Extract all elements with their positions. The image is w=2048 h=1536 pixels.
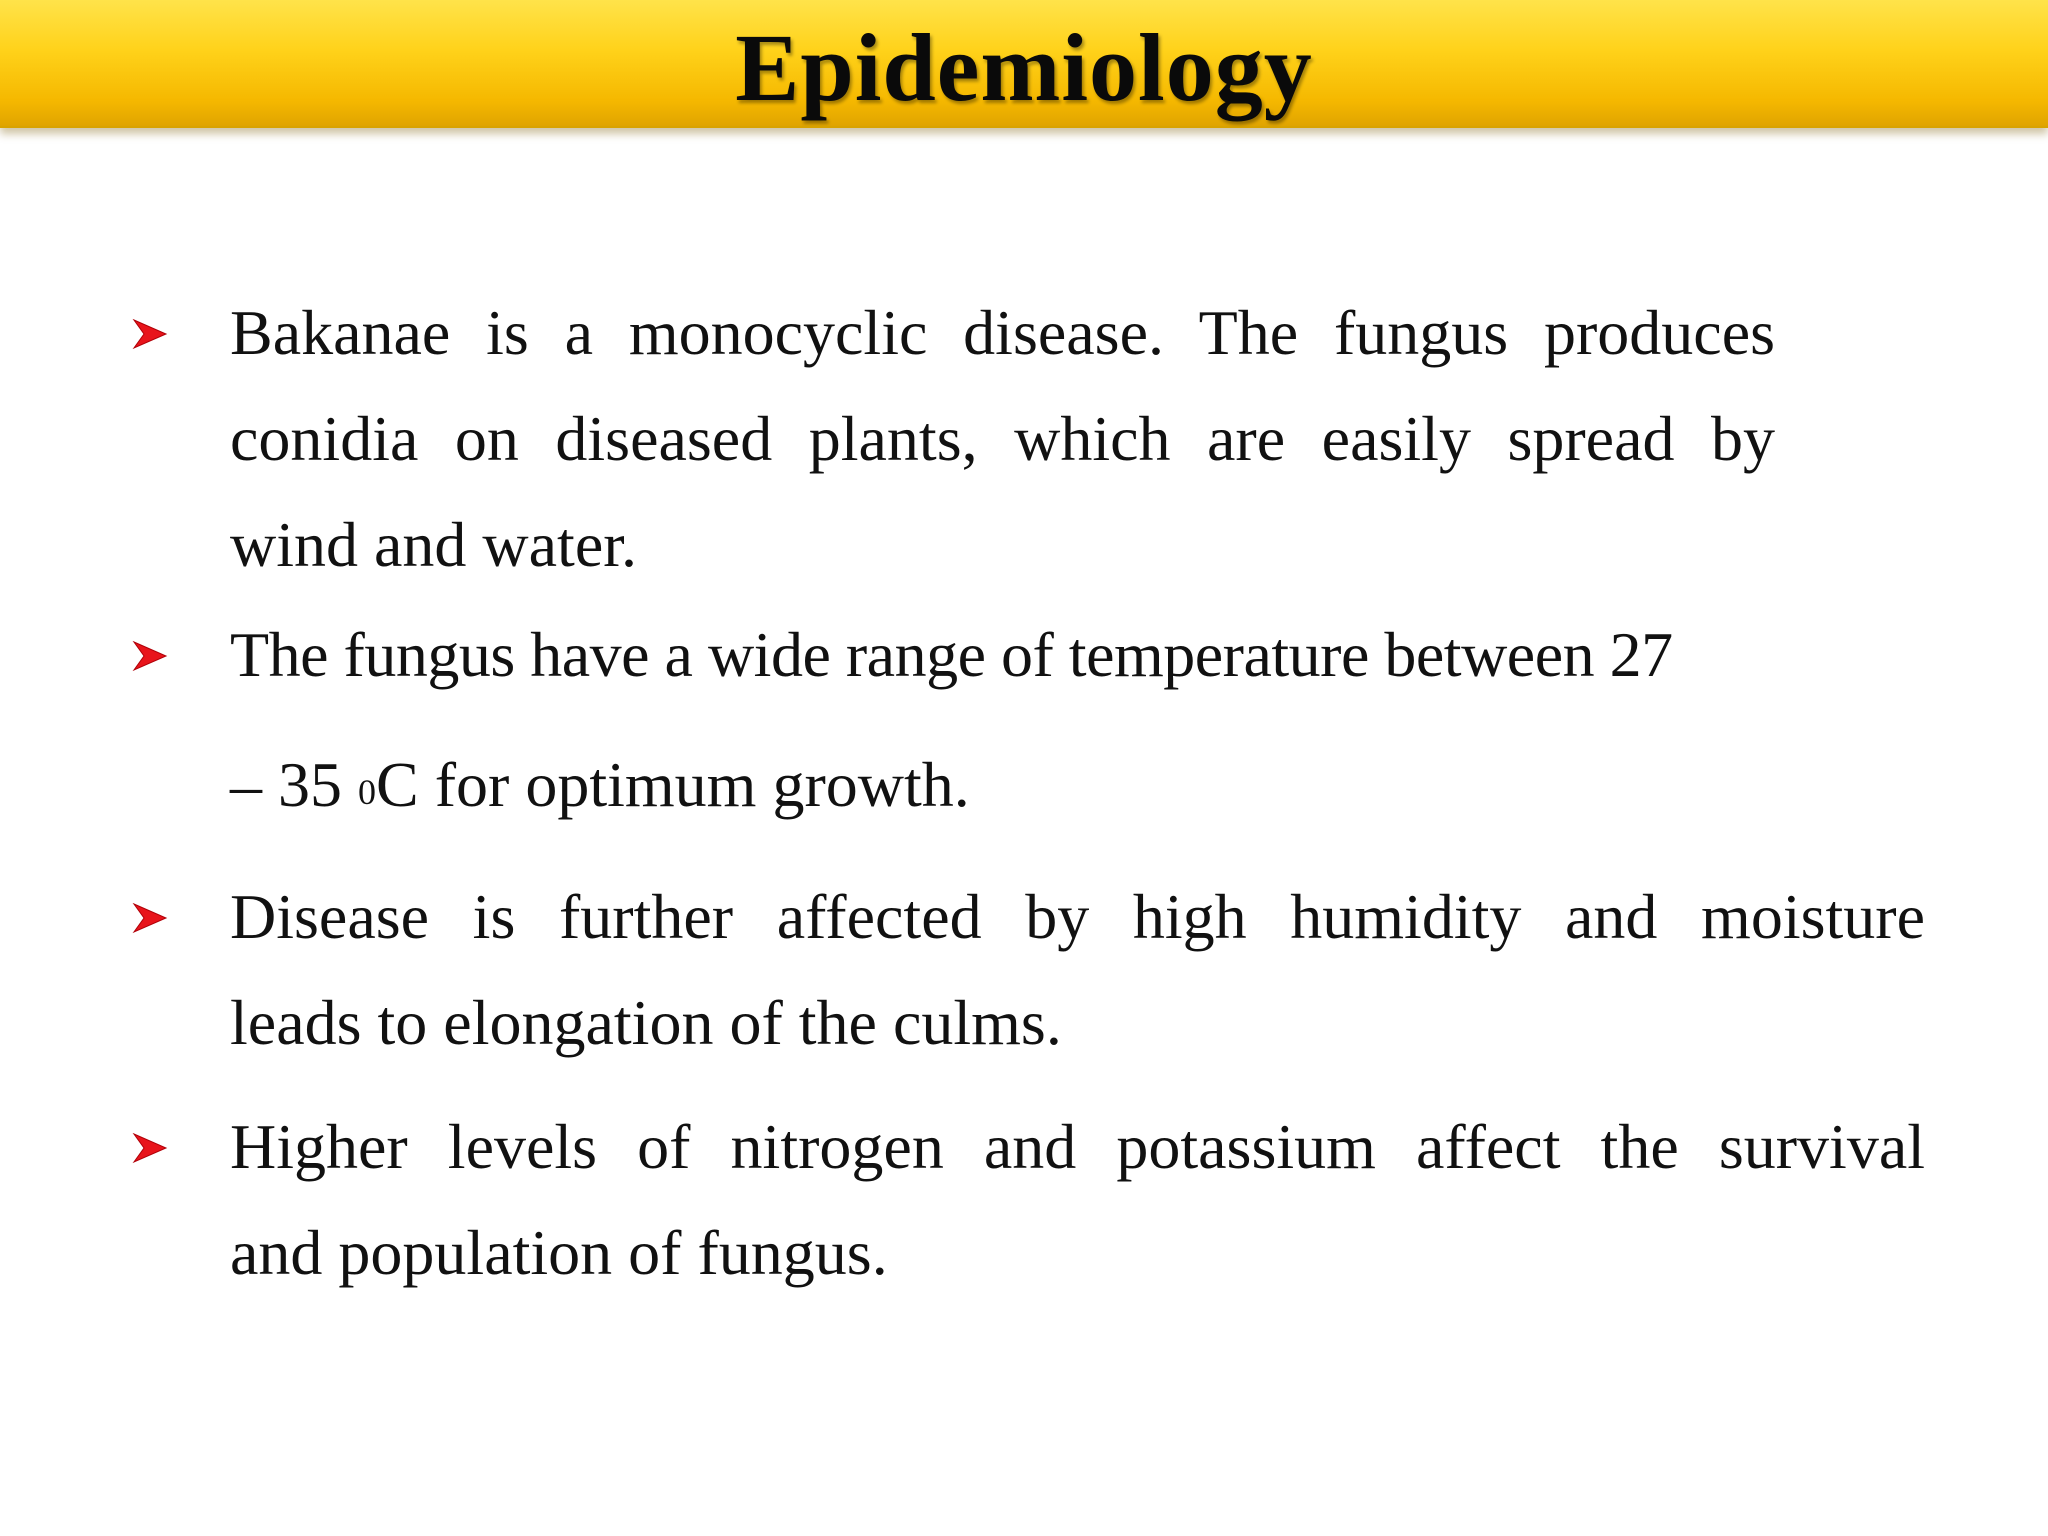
bullet-2-line-1: The fungus have a wide range of temperature between 27	[230, 619, 1673, 690]
red-arrow-chevron-icon	[130, 636, 170, 676]
red-arrow-chevron-icon	[130, 314, 170, 354]
bullet-4-line-1: Higher levels of nitrogen and potassium affect the survival	[230, 1111, 1925, 1182]
bullet-1-line-2: conidia on diseased plants, which are easily spread by	[230, 403, 1775, 474]
bullet-3-line-2: leads to elongation of the culms.	[230, 987, 1062, 1058]
red-arrow-chevron-icon	[130, 1128, 170, 1168]
bullet-3-line-1: Disease is further affected by high humidity and moisture	[230, 881, 1925, 952]
temperature-unit: C	[376, 749, 419, 820]
bullet-2-line-2	[230, 750, 970, 829]
bullet-4-line-2: and population of fungus.	[230, 1217, 888, 1288]
degree-symbol: 0	[358, 772, 376, 812]
bullet-2-line-2-rest: for optimum growth.	[418, 749, 970, 820]
temperature-range: – 35	[230, 749, 358, 820]
bullet-1-line-1: Bakanae is a monocyclic disease. The fungus produces	[230, 297, 1775, 368]
slide-title: Epidemiology	[735, 14, 1313, 121]
red-arrow-chevron-icon	[130, 898, 170, 938]
bullet-1-line-3: wind and water.	[230, 509, 637, 580]
